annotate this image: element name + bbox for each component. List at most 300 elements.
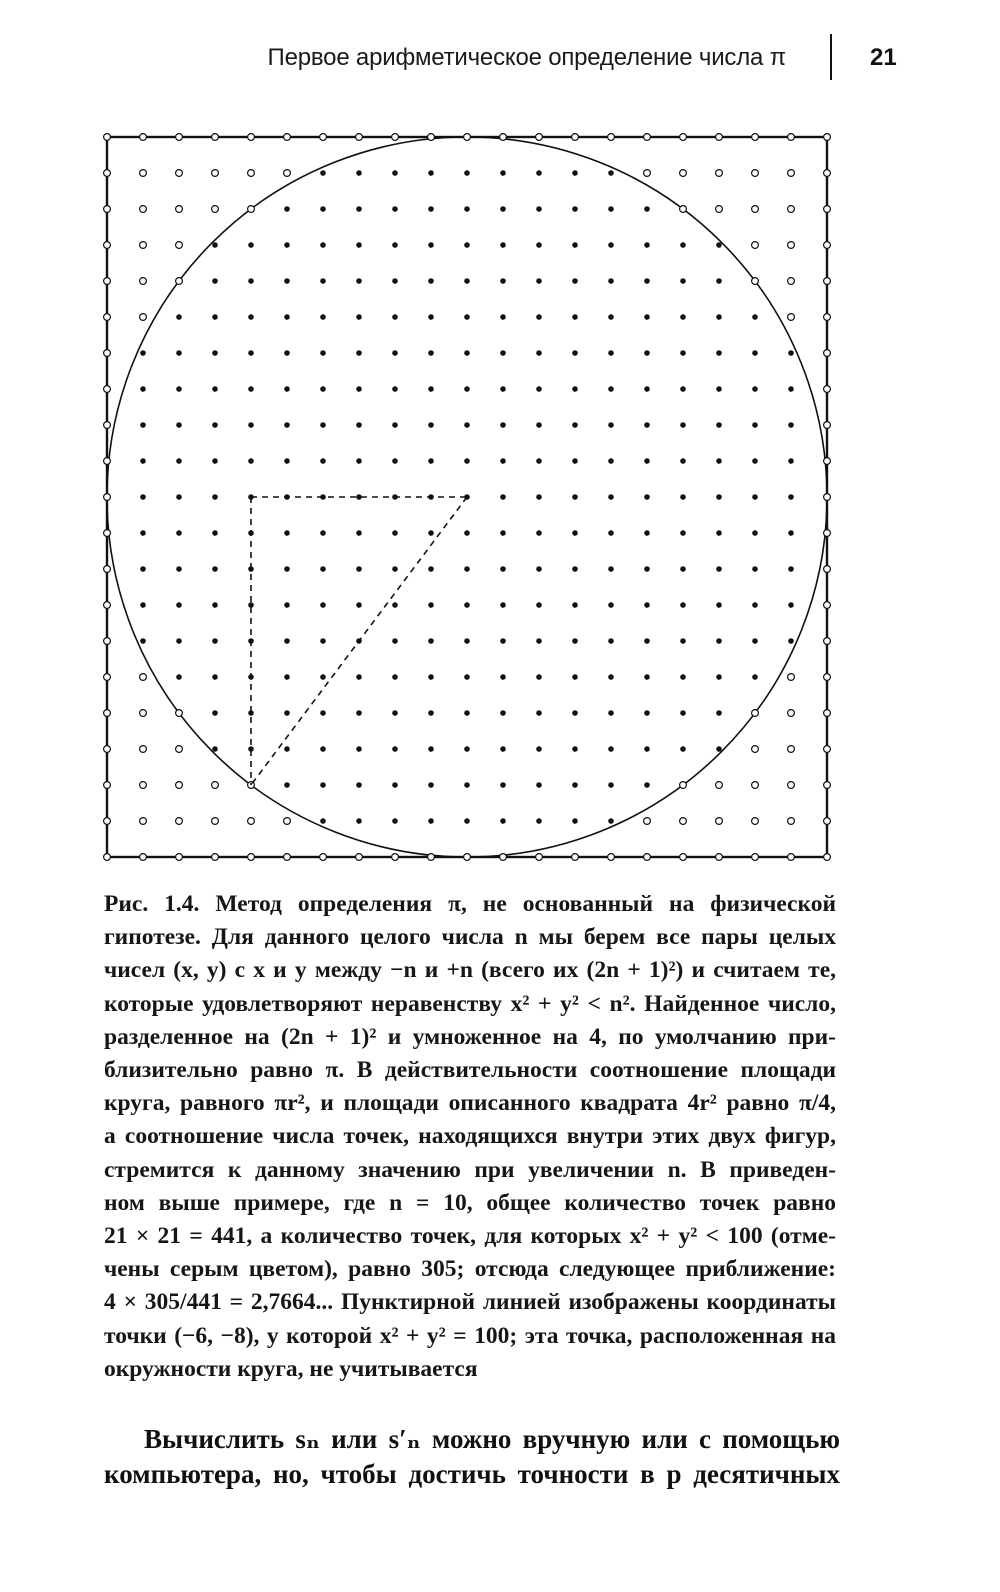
lattice-point-inside bbox=[572, 782, 578, 788]
lattice-point-inside bbox=[428, 566, 434, 572]
lattice-point-outside bbox=[176, 134, 183, 141]
lattice-point-inside bbox=[428, 674, 434, 680]
lattice-point-inside bbox=[644, 746, 650, 752]
lattice-point-inside bbox=[356, 242, 362, 248]
lattice-point-outside bbox=[752, 170, 759, 177]
lattice-point-outside bbox=[824, 350, 831, 357]
lattice-point-inside bbox=[320, 782, 326, 788]
lattice-point-outside bbox=[104, 422, 111, 429]
lattice-point-inside bbox=[608, 746, 614, 752]
lattice-point-inside bbox=[464, 458, 470, 464]
lattice-point-outside bbox=[320, 854, 327, 861]
lattice-point-inside bbox=[248, 422, 254, 428]
lattice-point-inside bbox=[284, 242, 290, 248]
lattice-point-inside bbox=[608, 710, 614, 716]
lattice-point-inside bbox=[608, 206, 614, 212]
lattice-point-inside bbox=[212, 566, 218, 572]
lattice-point-outside bbox=[788, 746, 795, 753]
lattice-point-inside bbox=[572, 422, 578, 428]
lattice-point-inside bbox=[644, 566, 650, 572]
lattice-point-inside bbox=[356, 350, 362, 356]
lattice-point-inside bbox=[536, 638, 542, 644]
lattice-point-inside bbox=[716, 602, 722, 608]
lattice-point-inside bbox=[608, 314, 614, 320]
lattice-point-inside bbox=[284, 746, 290, 752]
body-paragraph bbox=[104, 1422, 840, 1492]
lattice-point-inside bbox=[500, 746, 506, 752]
lattice-point-inside bbox=[752, 674, 758, 680]
lattice-point-outside bbox=[788, 818, 795, 825]
lattice-point-inside bbox=[176, 530, 182, 536]
lattice-point-inside bbox=[536, 278, 542, 284]
lattice-point-inside bbox=[608, 638, 614, 644]
lattice-point-inside bbox=[176, 494, 182, 500]
lattice-point-outside bbox=[104, 134, 111, 141]
lattice-point-inside bbox=[536, 242, 542, 248]
lattice-point-outside bbox=[176, 278, 183, 285]
lattice-point-inside bbox=[752, 458, 758, 464]
lattice-point-inside bbox=[572, 710, 578, 716]
lattice-point-outside bbox=[248, 170, 255, 177]
lattice-point-inside bbox=[392, 386, 398, 392]
lattice-point-inside bbox=[212, 638, 218, 644]
lattice-point-outside bbox=[752, 854, 759, 861]
lattice-point-inside bbox=[212, 242, 218, 248]
lattice-point-outside bbox=[824, 494, 831, 501]
lattice-point-outside bbox=[140, 170, 147, 177]
lattice-point-outside bbox=[176, 854, 183, 861]
lattice-point-inside bbox=[716, 566, 722, 572]
lattice-point-outside bbox=[788, 134, 795, 141]
lattice-point-outside bbox=[824, 746, 831, 753]
lattice-point-inside bbox=[392, 602, 398, 608]
lattice-point-inside bbox=[212, 494, 218, 500]
lattice-point-inside bbox=[392, 350, 398, 356]
lattice-point-outside bbox=[284, 854, 291, 861]
lattice-point-inside bbox=[500, 314, 506, 320]
lattice-point-outside bbox=[752, 746, 759, 753]
caption-line: ном выше примере, где n = 10, общее количество точек равно bbox=[104, 1189, 836, 1216]
lattice-point-inside bbox=[392, 566, 398, 572]
lattice-point-outside bbox=[752, 782, 759, 789]
lattice-point-inside bbox=[536, 386, 542, 392]
lattice-point-inside bbox=[716, 710, 722, 716]
running-title: Первое арифметическое определение числа π bbox=[267, 44, 786, 71]
lattice-point-inside bbox=[212, 386, 218, 392]
lattice-point-inside bbox=[680, 566, 686, 572]
lattice-point-outside bbox=[824, 422, 831, 429]
lattice-point-inside bbox=[356, 422, 362, 428]
header-divider bbox=[830, 34, 832, 80]
lattice-point-outside bbox=[104, 458, 111, 465]
lattice-point-outside bbox=[392, 134, 399, 141]
lattice-point-outside bbox=[824, 134, 831, 141]
lattice-point-inside bbox=[500, 638, 506, 644]
lattice-point-outside bbox=[788, 206, 795, 213]
lattice-point-outside bbox=[284, 134, 291, 141]
lattice-point-inside bbox=[284, 782, 290, 788]
lattice-point-inside bbox=[572, 746, 578, 752]
lattice-point-inside bbox=[320, 242, 326, 248]
lattice-point-outside bbox=[212, 134, 219, 141]
lattice-point-inside bbox=[140, 494, 146, 500]
lattice-point-inside bbox=[644, 782, 650, 788]
lattice-point-inside bbox=[320, 638, 326, 644]
lattice-point-outside bbox=[104, 170, 111, 177]
lattice-point-inside bbox=[752, 350, 758, 356]
lattice-point-inside bbox=[680, 710, 686, 716]
lattice-point-inside bbox=[716, 674, 722, 680]
lattice-point-inside bbox=[320, 746, 326, 752]
lattice-point-inside bbox=[644, 350, 650, 356]
lattice-point-outside bbox=[680, 134, 687, 141]
lattice-point-inside bbox=[644, 530, 650, 536]
lattice-point-outside bbox=[104, 278, 111, 285]
lattice-point-inside bbox=[716, 494, 722, 500]
lattice-point-inside bbox=[572, 242, 578, 248]
lattice-point-outside bbox=[104, 566, 111, 573]
lattice-point-outside bbox=[716, 170, 723, 177]
lattice-point-inside bbox=[464, 386, 470, 392]
lattice-point-inside bbox=[608, 350, 614, 356]
lattice-point-inside bbox=[752, 422, 758, 428]
lattice-point-inside bbox=[644, 602, 650, 608]
lattice-point-inside bbox=[320, 674, 326, 680]
lattice-point-inside bbox=[572, 638, 578, 644]
lattice-point-outside bbox=[824, 674, 831, 681]
lattice-point-outside bbox=[140, 674, 147, 681]
lattice-point-outside bbox=[824, 818, 831, 825]
lattice-point-outside bbox=[752, 278, 759, 285]
lattice-point-inside bbox=[608, 242, 614, 248]
lattice-point-outside bbox=[140, 242, 147, 249]
caption-line: 21 × 21 = 441, а количество точек, для которых x² + y² < 100 (отме- bbox=[104, 1223, 836, 1250]
lattice-point-inside bbox=[176, 422, 182, 428]
lattice-point-outside bbox=[212, 170, 219, 177]
caption-line: разделенное на (2n + 1)² и умноженное на 4, по умолчанию при- bbox=[104, 1023, 836, 1050]
lattice-point-inside bbox=[320, 386, 326, 392]
lattice-point-inside bbox=[572, 314, 578, 320]
lattice-point-inside bbox=[284, 602, 290, 608]
lattice-point-inside bbox=[644, 314, 650, 320]
caption-line: а соотношение числа точек, находящихся внутри этих двух фигур, bbox=[104, 1123, 836, 1150]
lattice-point-inside bbox=[536, 710, 542, 716]
lattice-point-inside bbox=[608, 170, 614, 176]
lattice-point-inside bbox=[716, 638, 722, 644]
lattice-point-outside bbox=[608, 854, 615, 861]
lattice-point-inside bbox=[716, 458, 722, 464]
lattice-point-inside bbox=[356, 566, 362, 572]
lattice-point-inside bbox=[356, 602, 362, 608]
lattice-point-inside bbox=[536, 206, 542, 212]
lattice-point-outside bbox=[104, 638, 111, 645]
lattice-point-inside bbox=[428, 314, 434, 320]
lattice-point-inside bbox=[608, 494, 614, 500]
lattice-point-outside bbox=[140, 746, 147, 753]
caption-line: гипотезе. Для данного целого числа n мы берем все пары целых bbox=[104, 924, 836, 951]
lattice-point-inside bbox=[500, 818, 506, 824]
lattice-point-outside bbox=[716, 854, 723, 861]
lattice-point-outside bbox=[140, 134, 147, 141]
lattice-point-inside bbox=[464, 566, 470, 572]
lattice-point-inside bbox=[428, 782, 434, 788]
lattice-point-outside bbox=[212, 854, 219, 861]
lattice-point-inside bbox=[536, 566, 542, 572]
lattice-point-inside bbox=[716, 278, 722, 284]
lattice-point-inside bbox=[176, 566, 182, 572]
lattice-point-outside bbox=[536, 134, 543, 141]
lattice-point-inside bbox=[428, 710, 434, 716]
lattice-point-inside bbox=[428, 530, 434, 536]
lattice-point-inside bbox=[392, 710, 398, 716]
lattice-point-inside bbox=[320, 350, 326, 356]
lattice-point-inside bbox=[500, 602, 506, 608]
lattice-point-inside bbox=[320, 314, 326, 320]
lattice-point-inside bbox=[428, 638, 434, 644]
lattice-point-inside bbox=[536, 782, 542, 788]
lattice-point-inside bbox=[320, 206, 326, 212]
lattice-point-inside bbox=[320, 530, 326, 536]
lattice-point-inside bbox=[680, 278, 686, 284]
lattice-point-outside bbox=[140, 818, 147, 825]
lattice-point-inside bbox=[788, 422, 794, 428]
lattice-point-outside bbox=[644, 170, 651, 177]
lattice-point-outside bbox=[140, 854, 147, 861]
lattice-point-inside bbox=[284, 566, 290, 572]
lattice-point-inside bbox=[428, 602, 434, 608]
lattice-point-inside bbox=[716, 350, 722, 356]
lattice-point-inside bbox=[572, 674, 578, 680]
lattice-point-outside bbox=[176, 782, 183, 789]
lattice-point-outside bbox=[428, 134, 435, 141]
lattice-point-outside bbox=[752, 818, 759, 825]
lattice-point-inside bbox=[572, 350, 578, 356]
lattice-point-inside bbox=[680, 350, 686, 356]
lattice-point-inside bbox=[428, 386, 434, 392]
lattice-point-inside bbox=[572, 494, 578, 500]
lattice-point-inside bbox=[140, 566, 146, 572]
lattice-point-inside bbox=[608, 278, 614, 284]
lattice-point-outside bbox=[176, 818, 183, 825]
page-number: 21 bbox=[870, 44, 897, 71]
lattice-point-outside bbox=[356, 134, 363, 141]
lattice-point-inside bbox=[608, 674, 614, 680]
lattice-point-inside bbox=[284, 530, 290, 536]
lattice-point-outside bbox=[644, 818, 651, 825]
lattice-point-inside bbox=[500, 710, 506, 716]
lattice-point-inside bbox=[500, 530, 506, 536]
lattice-point-outside bbox=[140, 710, 147, 717]
caption-line: 4 × 305/441 = 2,7664... Пунктирной линией изображены координаты bbox=[104, 1289, 836, 1316]
lattice-point-inside bbox=[140, 422, 146, 428]
lattice-point-inside bbox=[176, 314, 182, 320]
lattice-point-outside bbox=[428, 854, 435, 861]
lattice-point-inside bbox=[428, 422, 434, 428]
lattice-point-outside bbox=[716, 818, 723, 825]
lattice-point-inside bbox=[356, 494, 362, 500]
lattice-point-outside bbox=[140, 782, 147, 789]
lattice-point-outside bbox=[500, 134, 507, 141]
lattice-point-inside bbox=[428, 818, 434, 824]
lattice-point-inside bbox=[572, 566, 578, 572]
lattice-point-inside bbox=[428, 206, 434, 212]
lattice-point-outside bbox=[788, 782, 795, 789]
lattice-point-inside bbox=[248, 278, 254, 284]
lattice-point-inside bbox=[536, 818, 542, 824]
caption-line: которые удовлетворяют неравенству x² + y² < n². Найденное число, bbox=[104, 990, 836, 1017]
lattice-point-inside bbox=[356, 170, 362, 176]
caption-line: Метод определения π, не основанный на физической bbox=[199, 891, 836, 917]
lattice-point-outside bbox=[572, 854, 579, 861]
lattice-point-inside bbox=[284, 386, 290, 392]
lattice-point-inside bbox=[788, 638, 794, 644]
lattice-point-inside bbox=[500, 386, 506, 392]
lattice-point-inside bbox=[356, 278, 362, 284]
lattice-point-outside bbox=[176, 746, 183, 753]
lattice-point-outside bbox=[824, 170, 831, 177]
lattice-point-inside bbox=[284, 206, 290, 212]
lattice-point-inside bbox=[356, 818, 362, 824]
lattice-point-inside bbox=[500, 494, 506, 500]
lattice-point-inside bbox=[500, 458, 506, 464]
lattice-point-inside bbox=[680, 494, 686, 500]
lattice-point-outside bbox=[104, 530, 111, 537]
lattice-point-inside bbox=[500, 782, 506, 788]
lattice-point-inside bbox=[464, 746, 470, 752]
lattice-point-inside bbox=[464, 350, 470, 356]
lattice-point-inside bbox=[464, 674, 470, 680]
lattice-point-outside bbox=[248, 206, 255, 213]
lattice-point-inside bbox=[572, 386, 578, 392]
lattice-point-inside bbox=[212, 602, 218, 608]
lattice-point-inside bbox=[464, 278, 470, 284]
lattice-point-inside bbox=[752, 602, 758, 608]
lattice-point-inside bbox=[500, 206, 506, 212]
lattice-point-outside bbox=[824, 566, 831, 573]
lattice-point-outside bbox=[104, 350, 111, 357]
lattice-point-inside bbox=[500, 242, 506, 248]
lattice-point-inside bbox=[392, 638, 398, 644]
lattice-point-inside bbox=[176, 350, 182, 356]
lattice-point-outside bbox=[176, 206, 183, 213]
lattice-point-inside bbox=[608, 386, 614, 392]
lattice-point-outside bbox=[752, 242, 759, 249]
lattice-point-outside bbox=[644, 134, 651, 141]
lattice-point-outside bbox=[284, 170, 291, 177]
lattice-point-inside bbox=[428, 242, 434, 248]
lattice-point-inside bbox=[536, 746, 542, 752]
lattice-point-outside bbox=[608, 134, 615, 141]
lattice-point-inside bbox=[464, 782, 470, 788]
lattice-point-outside bbox=[824, 782, 831, 789]
lattice-point-outside bbox=[104, 710, 111, 717]
lattice-point-inside bbox=[716, 746, 722, 752]
lattice-point-inside bbox=[716, 314, 722, 320]
lattice-point-inside bbox=[752, 386, 758, 392]
lattice-point-inside bbox=[500, 278, 506, 284]
lattice-point-inside bbox=[464, 818, 470, 824]
lattice-point-outside bbox=[212, 818, 219, 825]
lattice-point-inside bbox=[644, 710, 650, 716]
lattice-point-inside bbox=[608, 422, 614, 428]
lattice-point-outside bbox=[320, 134, 327, 141]
lattice-point-outside bbox=[788, 710, 795, 717]
lattice-point-inside bbox=[608, 782, 614, 788]
lattice-point-inside bbox=[716, 242, 722, 248]
caption-line: чены серым цветом), равно 305; отсюда следующее приближение: bbox=[104, 1256, 836, 1283]
lattice-point-outside bbox=[464, 854, 471, 861]
lattice-point-outside bbox=[104, 782, 111, 789]
lattice-point-inside bbox=[392, 170, 398, 176]
lattice-point-inside bbox=[356, 314, 362, 320]
lattice-point-inside bbox=[680, 746, 686, 752]
body-line: компьютера, но, чтобы достичь точности в p десятичных bbox=[104, 1459, 840, 1489]
lattice-point-inside bbox=[536, 494, 542, 500]
lattice-point-inside bbox=[392, 242, 398, 248]
lattice-point-inside bbox=[608, 602, 614, 608]
lattice-point-inside bbox=[788, 386, 794, 392]
lattice-point-inside bbox=[392, 206, 398, 212]
lattice-point-outside bbox=[788, 314, 795, 321]
lattice-point-inside bbox=[392, 782, 398, 788]
lattice-point-outside bbox=[104, 746, 111, 753]
lattice-point-inside bbox=[788, 494, 794, 500]
lattice-point-inside bbox=[212, 350, 218, 356]
lattice-point-inside bbox=[680, 242, 686, 248]
lattice-point-inside bbox=[464, 530, 470, 536]
lattice-point-inside bbox=[788, 350, 794, 356]
lattice-point-outside bbox=[752, 134, 759, 141]
lattice-point-inside bbox=[428, 350, 434, 356]
lattice-point-inside bbox=[176, 638, 182, 644]
lattice-point-inside bbox=[428, 458, 434, 464]
lattice-point-inside bbox=[140, 458, 146, 464]
lattice-point-outside bbox=[104, 206, 111, 213]
lattice-point-inside bbox=[284, 674, 290, 680]
caption-line: стремится к данному значению при увеличении n. В приведен- bbox=[104, 1156, 836, 1183]
lattice-point-outside bbox=[248, 818, 255, 825]
lattice-point-inside bbox=[536, 674, 542, 680]
lattice-point-outside bbox=[644, 854, 651, 861]
lattice-point-inside bbox=[644, 494, 650, 500]
lattice-point-outside bbox=[464, 134, 471, 141]
lattice-point-outside bbox=[788, 674, 795, 681]
lattice-point-inside bbox=[572, 602, 578, 608]
lattice-point-outside bbox=[140, 278, 147, 285]
lattice-point-outside bbox=[140, 314, 147, 321]
lattice-point-outside bbox=[104, 854, 111, 861]
lattice-point-inside bbox=[680, 638, 686, 644]
lattice-point-inside bbox=[140, 638, 146, 644]
lattice-point-outside bbox=[716, 134, 723, 141]
lattice-point-outside bbox=[176, 242, 183, 249]
lattice-point-outside bbox=[248, 854, 255, 861]
lattice-point-inside bbox=[572, 206, 578, 212]
lattice-point-inside bbox=[716, 386, 722, 392]
lattice-point-outside bbox=[788, 170, 795, 177]
lattice-point-outside bbox=[680, 854, 687, 861]
lattice-point-inside bbox=[212, 458, 218, 464]
lattice-point-inside bbox=[644, 206, 650, 212]
lattice-point-outside bbox=[248, 134, 255, 141]
lattice-point-inside bbox=[572, 530, 578, 536]
lattice-point-inside bbox=[320, 602, 326, 608]
lattice-point-inside bbox=[140, 602, 146, 608]
lattice-point-inside bbox=[320, 566, 326, 572]
lattice-point-outside bbox=[788, 854, 795, 861]
lattice-point-inside bbox=[572, 818, 578, 824]
lattice-point-outside bbox=[824, 206, 831, 213]
